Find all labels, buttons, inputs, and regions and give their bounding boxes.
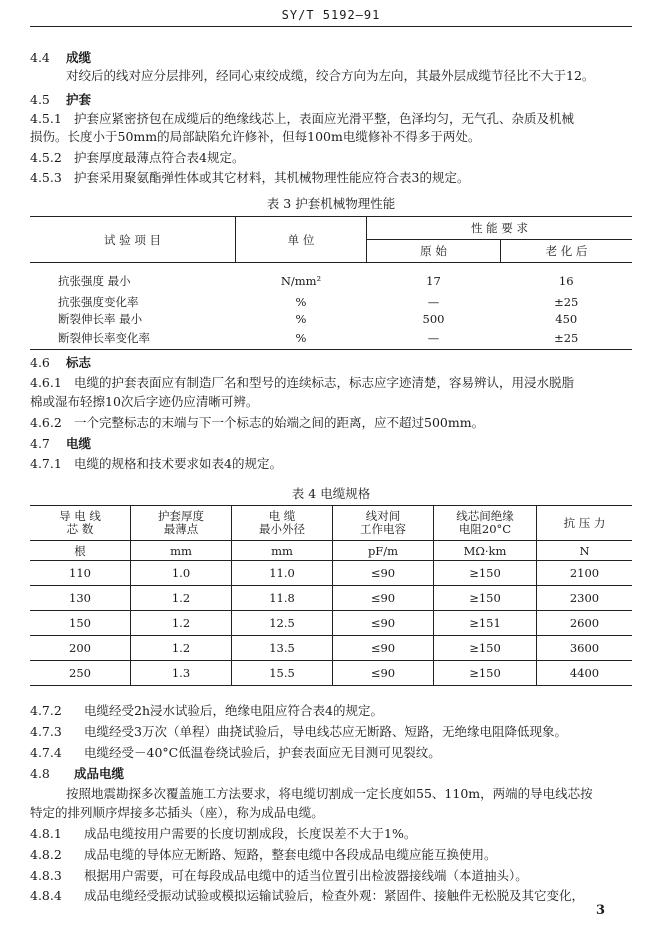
table-row bbox=[30, 586, 632, 611]
clause-4-7-4 bbox=[30, 745, 441, 761]
cell: 1.3 bbox=[131, 661, 232, 686]
section-title: 电缆 bbox=[66, 436, 92, 451]
cell: 2100 bbox=[537, 561, 633, 586]
cell: ≥150 bbox=[434, 661, 537, 686]
cell: 12.5 bbox=[232, 611, 333, 636]
cell: 4400 bbox=[537, 661, 633, 686]
section-4-6-heading bbox=[30, 355, 91, 371]
clause-number: 4.7.4 bbox=[30, 745, 62, 760]
section-title: 护套 bbox=[66, 92, 92, 107]
table-row bbox=[30, 611, 632, 636]
table-header-row bbox=[30, 506, 632, 541]
clause-number: 4.5.2 bbox=[30, 150, 62, 165]
cell: ≤90 bbox=[333, 586, 434, 611]
col-header-capacitance: 线对间 工作电容 bbox=[333, 506, 434, 541]
cell: 2600 bbox=[537, 611, 633, 636]
clause-number: 4.7.2 bbox=[30, 703, 62, 718]
section-title: 标志 bbox=[66, 355, 92, 370]
col-header-unit: 单 位 bbox=[236, 217, 367, 263]
col-header-min-diameter: 电 缆 最小外径 bbox=[232, 506, 333, 541]
cell: 1.2 bbox=[131, 611, 232, 636]
row-aged: ±25 bbox=[554, 294, 579, 309]
cell: 1.2 bbox=[131, 586, 232, 611]
row-aged: 16 bbox=[558, 274, 574, 288]
row-original: 17 bbox=[426, 274, 441, 288]
header-rule bbox=[30, 26, 632, 27]
cell: ≥150 bbox=[434, 561, 537, 586]
unit-cell: mm bbox=[131, 541, 232, 561]
unit-cell: MΩ·km bbox=[434, 541, 537, 561]
row-aged: 450 bbox=[555, 311, 578, 326]
table-row bbox=[30, 661, 632, 686]
col-header-compression: 抗 压 力 bbox=[537, 506, 633, 541]
unit-cell: 根 bbox=[30, 541, 131, 561]
unit-cell: N bbox=[537, 541, 633, 561]
section-4-4-heading bbox=[30, 50, 91, 66]
cell: ≤90 bbox=[333, 561, 434, 586]
row-item: 抗张强度变化率 bbox=[58, 294, 139, 309]
clause-number: 4.5.3 bbox=[30, 170, 62, 185]
row-aged: ±25 bbox=[501, 327, 633, 350]
cell: 130 bbox=[30, 586, 131, 611]
clause-4-6-1-cont: 棉或湿布轻擦10次后字迹仍应清晰可辨。 bbox=[30, 394, 259, 409]
section-4-8-intro-cont: 特定的排列顺序焊接多芯插头（座），称为成品电缆。 bbox=[30, 805, 324, 820]
cell: 1.0 bbox=[131, 561, 232, 586]
cell: ≥151 bbox=[434, 611, 537, 636]
row-item: 断裂伸长率 最小 bbox=[58, 311, 143, 326]
section-number: 4.8 bbox=[30, 766, 50, 781]
clause-number: 4.8.1 bbox=[30, 826, 62, 841]
clause-4-6-2 bbox=[30, 415, 484, 431]
clause-number: 4.8.2 bbox=[30, 847, 62, 862]
clause-text: 电缆的规格和技术要求如表4的规定。 bbox=[74, 456, 282, 471]
col-header-item: 试 验 项 目 bbox=[30, 217, 236, 263]
row-item: 抗张强度 最小 bbox=[58, 274, 131, 288]
clause-4-6-1 bbox=[30, 375, 574, 391]
clause-4-5-1-cont: 损伤。长度小于50mm的局部缺陷允许修补，但每100m电缆修补不得多于两处。 bbox=[30, 129, 481, 144]
cell: 11.8 bbox=[232, 586, 333, 611]
clause-number: 4.7.1 bbox=[30, 456, 62, 471]
cell: 15.5 bbox=[232, 661, 333, 686]
clause-4-7-3 bbox=[30, 724, 567, 740]
cell: 110 bbox=[30, 561, 131, 586]
clause-number: 4.6.2 bbox=[30, 415, 62, 430]
section-4-7-heading bbox=[30, 436, 91, 452]
clause-text: 护套厚度最薄点符合表4规定。 bbox=[74, 150, 245, 165]
clause-text: 电缆的护套表面应有制造厂名和型号的连续标志，标志应字迹清楚，容易辨认，用浸水脱脂 bbox=[74, 375, 575, 390]
clause-text: 成品电缆按用户需要的长度切割成段，长度误差不大于1%。 bbox=[84, 826, 417, 841]
clause-text: 成品电缆经受振动试验或模拟运输试验后，检查外观：紧固件、接触件无松脱及其它变化， bbox=[84, 888, 585, 903]
col-header-aged: 老 化 后 bbox=[501, 240, 633, 263]
col-header-performance: 性 能 要 求 bbox=[367, 217, 633, 240]
clause-text: 成品电缆的导体应无断路、短路，整套电缆中各段成品电缆应能互换使用。 bbox=[84, 847, 497, 862]
clause-4-5-1 bbox=[30, 111, 574, 127]
cell: ≥150 bbox=[434, 586, 537, 611]
unit-cell: pF/m bbox=[333, 541, 434, 561]
table-3-jacket-properties bbox=[30, 216, 632, 350]
clause-4-7-2 bbox=[30, 703, 383, 719]
row-unit: N/mm² bbox=[280, 274, 322, 288]
cell: 11.0 bbox=[232, 561, 333, 586]
table-units-row bbox=[30, 541, 632, 561]
cell: 250 bbox=[30, 661, 131, 686]
clause-text: 电缆经受3万次（单程）曲挠试验后，导电线芯应无断路、短路，无绝缘电阻降低现象。 bbox=[84, 724, 567, 739]
section-title: 成品电缆 bbox=[74, 766, 125, 781]
clause-4-8-3 bbox=[30, 868, 528, 884]
table-row bbox=[30, 561, 632, 586]
cell: 3600 bbox=[537, 636, 633, 661]
clause-4-8-4 bbox=[30, 888, 584, 904]
row-original: 500 bbox=[422, 311, 445, 326]
clause-number: 4.6.1 bbox=[30, 375, 62, 390]
section-number: 4.6 bbox=[30, 355, 50, 370]
cell: ≥150 bbox=[434, 636, 537, 661]
standard-code-header: SY/T 5192—91 bbox=[281, 8, 381, 22]
col-header-cores: 导 电 线 芯 数 bbox=[30, 506, 131, 541]
col-header-insulation-resistance: 线芯间绝缘 电阻20°C bbox=[434, 506, 537, 541]
section-4-5-heading bbox=[30, 92, 91, 108]
cell: 150 bbox=[30, 611, 131, 636]
clause-text: 电缆经受2h浸水试验后，绝缘电阻应符合表4的规定。 bbox=[84, 703, 383, 718]
clause-4-8-2 bbox=[30, 847, 497, 863]
row-original: — bbox=[427, 294, 440, 309]
row-unit: % bbox=[295, 294, 307, 309]
clause-number: 4.7.3 bbox=[30, 724, 62, 739]
clause-text: 电缆经受－40°C低温卷绕试验后，护套表面应无目测可见裂纹。 bbox=[84, 745, 441, 760]
clause-number: 4.8.3 bbox=[30, 868, 62, 883]
section-number: 4.5 bbox=[30, 92, 50, 107]
clause-number: 4.5.1 bbox=[30, 111, 62, 126]
cell: 1.2 bbox=[131, 636, 232, 661]
page-number: 3 bbox=[596, 903, 606, 918]
clause-text: 护套采用聚氨酯弹性体或其它材料，其机械物理性能应符合表3的规定。 bbox=[74, 170, 470, 185]
table-4-cable-specs bbox=[30, 505, 632, 686]
cell: ≤90 bbox=[333, 636, 434, 661]
row-unit: % bbox=[236, 327, 367, 350]
col-header-original: 原 始 bbox=[367, 240, 501, 263]
table-row bbox=[30, 636, 632, 661]
row-item: 断裂伸长率变化率 bbox=[30, 327, 236, 350]
clause-text: 一个完整标志的末端与下一个标志的始端之间的距离，应不超过500mm。 bbox=[74, 415, 485, 430]
cell: ≤90 bbox=[333, 611, 434, 636]
clause-text: 护套应紧密挤包在成缆后的绝缘线芯上，表面应光滑平整，色泽均匀，无气孔、杂质及机械 bbox=[74, 111, 575, 126]
clause-text: 根据用户需要，可在每段成品电缆中的适当位置引出检波器接线端（本道抽头）。 bbox=[84, 868, 528, 883]
section-4-8-heading bbox=[30, 766, 124, 782]
clause-4-7-1 bbox=[30, 456, 282, 472]
unit-cell: mm bbox=[232, 541, 333, 561]
table-4-caption: 表 4 电缆规格 bbox=[291, 486, 371, 501]
cell: 2300 bbox=[537, 586, 633, 611]
cell: ≤90 bbox=[333, 661, 434, 686]
col-header-jacket-thickness: 护套厚度 最薄点 bbox=[131, 506, 232, 541]
row-unit: % bbox=[295, 311, 307, 326]
cell: 13.5 bbox=[232, 636, 333, 661]
row-original: — bbox=[367, 327, 501, 350]
section-number: 4.7 bbox=[30, 436, 50, 451]
table-3-caption: 表 3 护套机械物理性能 bbox=[266, 196, 396, 211]
section-4-4-body: 对绞后的线对应分层排列，经同心束绞成缆，绞合方向为左向，其最外层成缆节径比不大于12。 bbox=[66, 68, 595, 83]
section-number: 4.4 bbox=[30, 50, 50, 65]
clause-4-5-2 bbox=[30, 150, 244, 166]
clause-number: 4.8.4 bbox=[30, 888, 62, 903]
section-title: 成缆 bbox=[66, 50, 92, 65]
cell: 200 bbox=[30, 636, 131, 661]
clause-4-5-3 bbox=[30, 170, 469, 186]
clause-4-8-1 bbox=[30, 826, 416, 842]
section-4-8-intro: 按照地震勘探多次覆盖施工方法要求，将电缆切割成一定长度如55、110m，两端的导电线芯按 bbox=[66, 786, 593, 801]
